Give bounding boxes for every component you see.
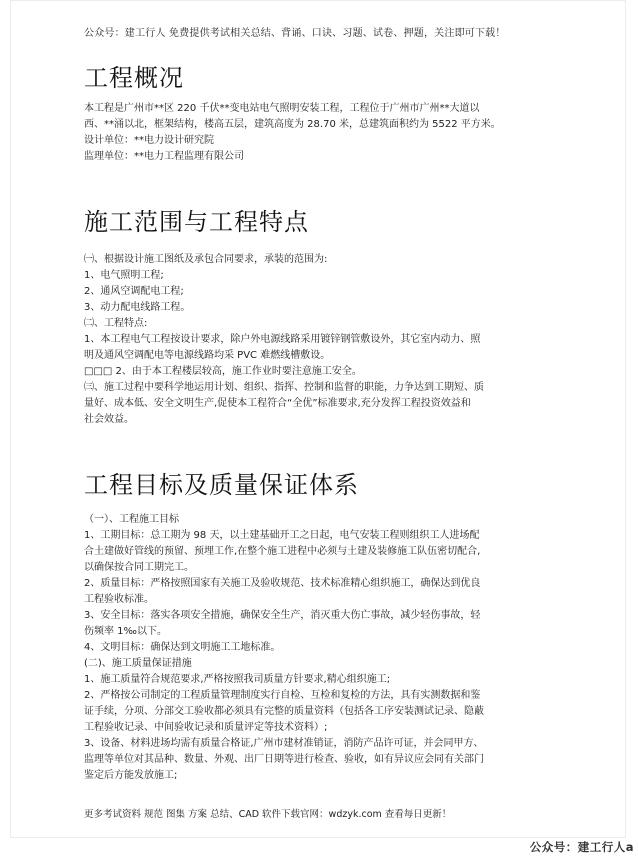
- text-line: 2、严格按公司制定的工程质量管理制度实行自检、互检和复检的方法，具有实测数据和鉴: [84, 690, 481, 701]
- text-line: 工程验收标准。: [84, 594, 154, 605]
- text-line: (二)、施工质量保证措施: [84, 658, 192, 669]
- text-line: 工程验收记录、中间验收记录和质量评定等技术资料）;: [84, 722, 328, 733]
- header-note: 公众号：建工行人 免费提供考试相关总结、背诵、口诀、习题、试卷、押题，关注即可下载！: [84, 28, 506, 39]
- section-title-overview: 工程概况: [84, 64, 184, 92]
- text-line: 本工程是广州市**区 220 千伏**变电站电气照明安装工程，工程位于广州市广州**大道以: [84, 103, 480, 114]
- text-line: 4、文明目标：确保达到文明施工工地标准。: [84, 642, 281, 653]
- text-line: 量好、成本低、安全文明生产,促使本工程符合“全优”标准要求,充分发挥工程投资效益和: [84, 398, 471, 409]
- watermark: 公众号：建工行人a: [529, 840, 634, 854]
- text-line: 1、工期目标：总工期为 98 天，以土建基础开工之日起，电气安装工程则组织工人进场配: [84, 530, 480, 541]
- text-line: 合土建做好管线的预留、预埋工作,在整个施工进程中必须与土建及装修施工队伍密切配合,: [84, 546, 481, 557]
- text-line: 证手续，分项、分部交工验收都必须具有完整的质量资料（包括各工序安装测试记录、隐蔽: [84, 706, 484, 717]
- text-line: 西、**涌以北，框架结构，楼高五层，建筑高度为 28.70 米，总建筑面积约为 5522 平方米。: [84, 119, 501, 130]
- text-line: 鉴定后方能发放施工;: [84, 770, 178, 781]
- text-line: 伤频率 1‰以下。: [84, 626, 167, 637]
- text-line: 3、动力配电线路工程。: [84, 302, 191, 313]
- text-line: 监理单位：**电力工程监理有限公司: [84, 151, 244, 162]
- text-line: 社会效益。: [84, 414, 134, 425]
- text-line: 1、电气照明工程;: [84, 270, 164, 281]
- goals-body: [84, 512, 544, 784]
- text-line: 3、设备、材料进场均需有质量合格证,广州市建材准销证，消防产品许可证，并会同甲方、: [84, 738, 484, 749]
- text-line: 监理等单位对其品种、数量、外观、出厂日期等进行检查、验收，如有异议应会同有关部门: [84, 754, 484, 765]
- section-title-scope: 施工范围与工程特点: [84, 208, 309, 236]
- text-line: 2、通风空调配电工程;: [84, 286, 184, 297]
- footer-note: 更多考试资料 规范 图集 方案 总结、CAD 软件下载官网：wdzyk.com 查看每日更新！: [84, 809, 452, 820]
- text-line: 1、本工程电气工程按设计要求，除户外电源线路采用镀锌钢管敷设外，其它室内动力、照: [84, 334, 481, 345]
- text-line: ㈡、工程特点:: [84, 318, 148, 329]
- text-line: 3、安全目标：落实各项安全措施，确保安全生产，消灭重大伤亡事故，减少轻伤事故，轻: [84, 610, 481, 621]
- text-line: 明及通风空调配电等电源线路均采 PVC 难燃线槽敷设。: [84, 350, 331, 361]
- section-title-goals: 工程目标及质量保证体系: [84, 471, 359, 499]
- text-line: ㈠、根据设计施工图纸及承包合同要求，承装的范围为:: [84, 254, 328, 265]
- text-line: □□□ 2、由于本工程楼层较高，施工作业时要注意施工安全。: [84, 366, 362, 377]
- text-line: 以确保按合同工期完工。: [84, 562, 194, 573]
- text-line: 1、施工质量符合规范要求,严格按照我司质量方针要求,精心组织施工;: [84, 674, 391, 685]
- text-line: （一）、工程施工目标: [84, 514, 179, 525]
- text-line: 设计单位：**电力设计研究院: [84, 135, 214, 146]
- text-line: 2、质量目标：严格按照国家有关施工及验收规范、技术标准精心组织施工，确保达到优良: [84, 578, 481, 589]
- overview-body: [84, 101, 544, 165]
- scope-body: [84, 252, 544, 428]
- text-line: ㈢、施工过程中要科学地运用计划、组织、指挥、控制和监督的职能，力争达到工期短、质: [84, 382, 484, 393]
